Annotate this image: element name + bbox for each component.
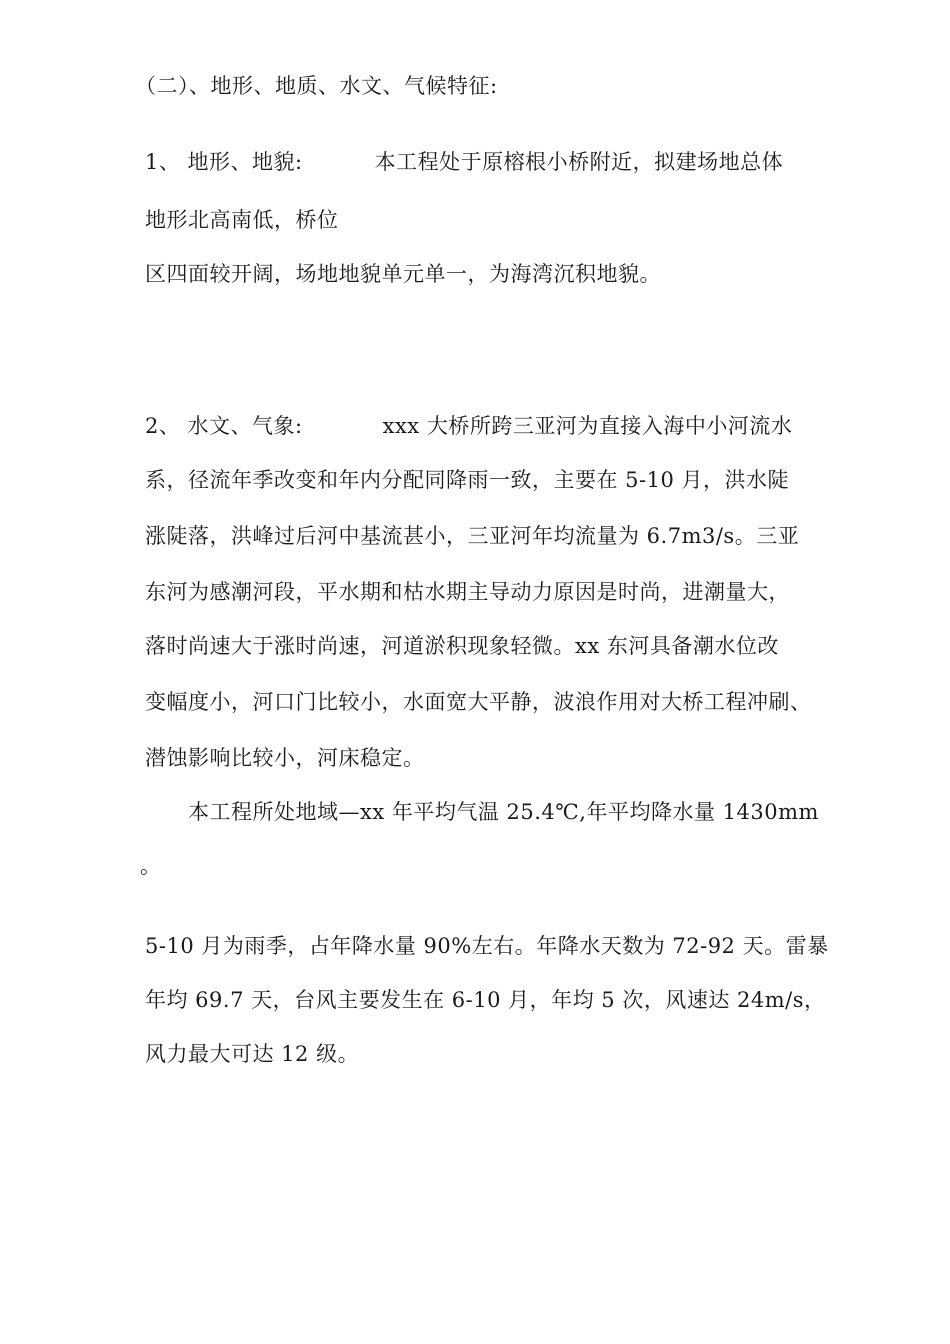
item2-first-line	[145, 412, 792, 440]
item2-text-line: xxx 大桥所跨三亚河为直接入海中小河流水	[382, 414, 793, 438]
item2-text-line: 潜蚀影响比较小，河床稳定。	[145, 746, 425, 770]
item1-first-line	[145, 148, 783, 176]
item1-text-line: 区四面较开阔，场地地貌单元单一，为海湾沉积地貌。	[145, 262, 661, 286]
section-heading: （二）、地形、地质、水文、气候特征:	[135, 74, 498, 98]
item2-text-line: 变幅度小，河口门比较小，水面宽大平静，波浪作用对大桥工程冲刷、	[145, 690, 812, 714]
climate-text-line: 5-10 月为雨季，占年降水量 90%左右。年降水天数为 72-92 天。雷暴	[145, 934, 829, 958]
item2-text-line: 落时尚速大于涨时尚速，河道淤积现象轻微。xx 东河具备潮水位改	[145, 634, 779, 658]
item2-label: 2、 水文、气象:	[145, 414, 303, 438]
item1-text-line: 本工程处于原榕根小桥附近，拟建场地总体	[374, 150, 784, 174]
item2-text-line: 东河为感潮河段，平水期和枯水期主导动力原因是时尚，进潮量大，	[145, 580, 790, 604]
climate-text-line: 年均 69.7 天，台风主要发生在 6-10 月，年均 5 次，风速达 24m/s，	[145, 988, 826, 1012]
item1-text-line: 地形北高南低，桥位	[145, 208, 339, 232]
climate-text-line: 。	[140, 854, 162, 878]
item2-text-line: 系，径流年季改变和年内分配同降雨一致，主要在 5-10 月，洪水陡	[145, 468, 790, 492]
climate-text-line: 本工程所处地域—xx 年平均气温 25.4℃,年平均降水量 1430mm	[188, 800, 819, 824]
climate-text-line: 风力最大可达 12 级。	[145, 1042, 360, 1066]
item1-label: 1、 地形、地貌:	[145, 150, 303, 174]
item2-text-line: 涨陡落，洪峰过后河中基流甚小，三亚河年均流量为 6.7m3/s。三亚	[145, 524, 800, 548]
